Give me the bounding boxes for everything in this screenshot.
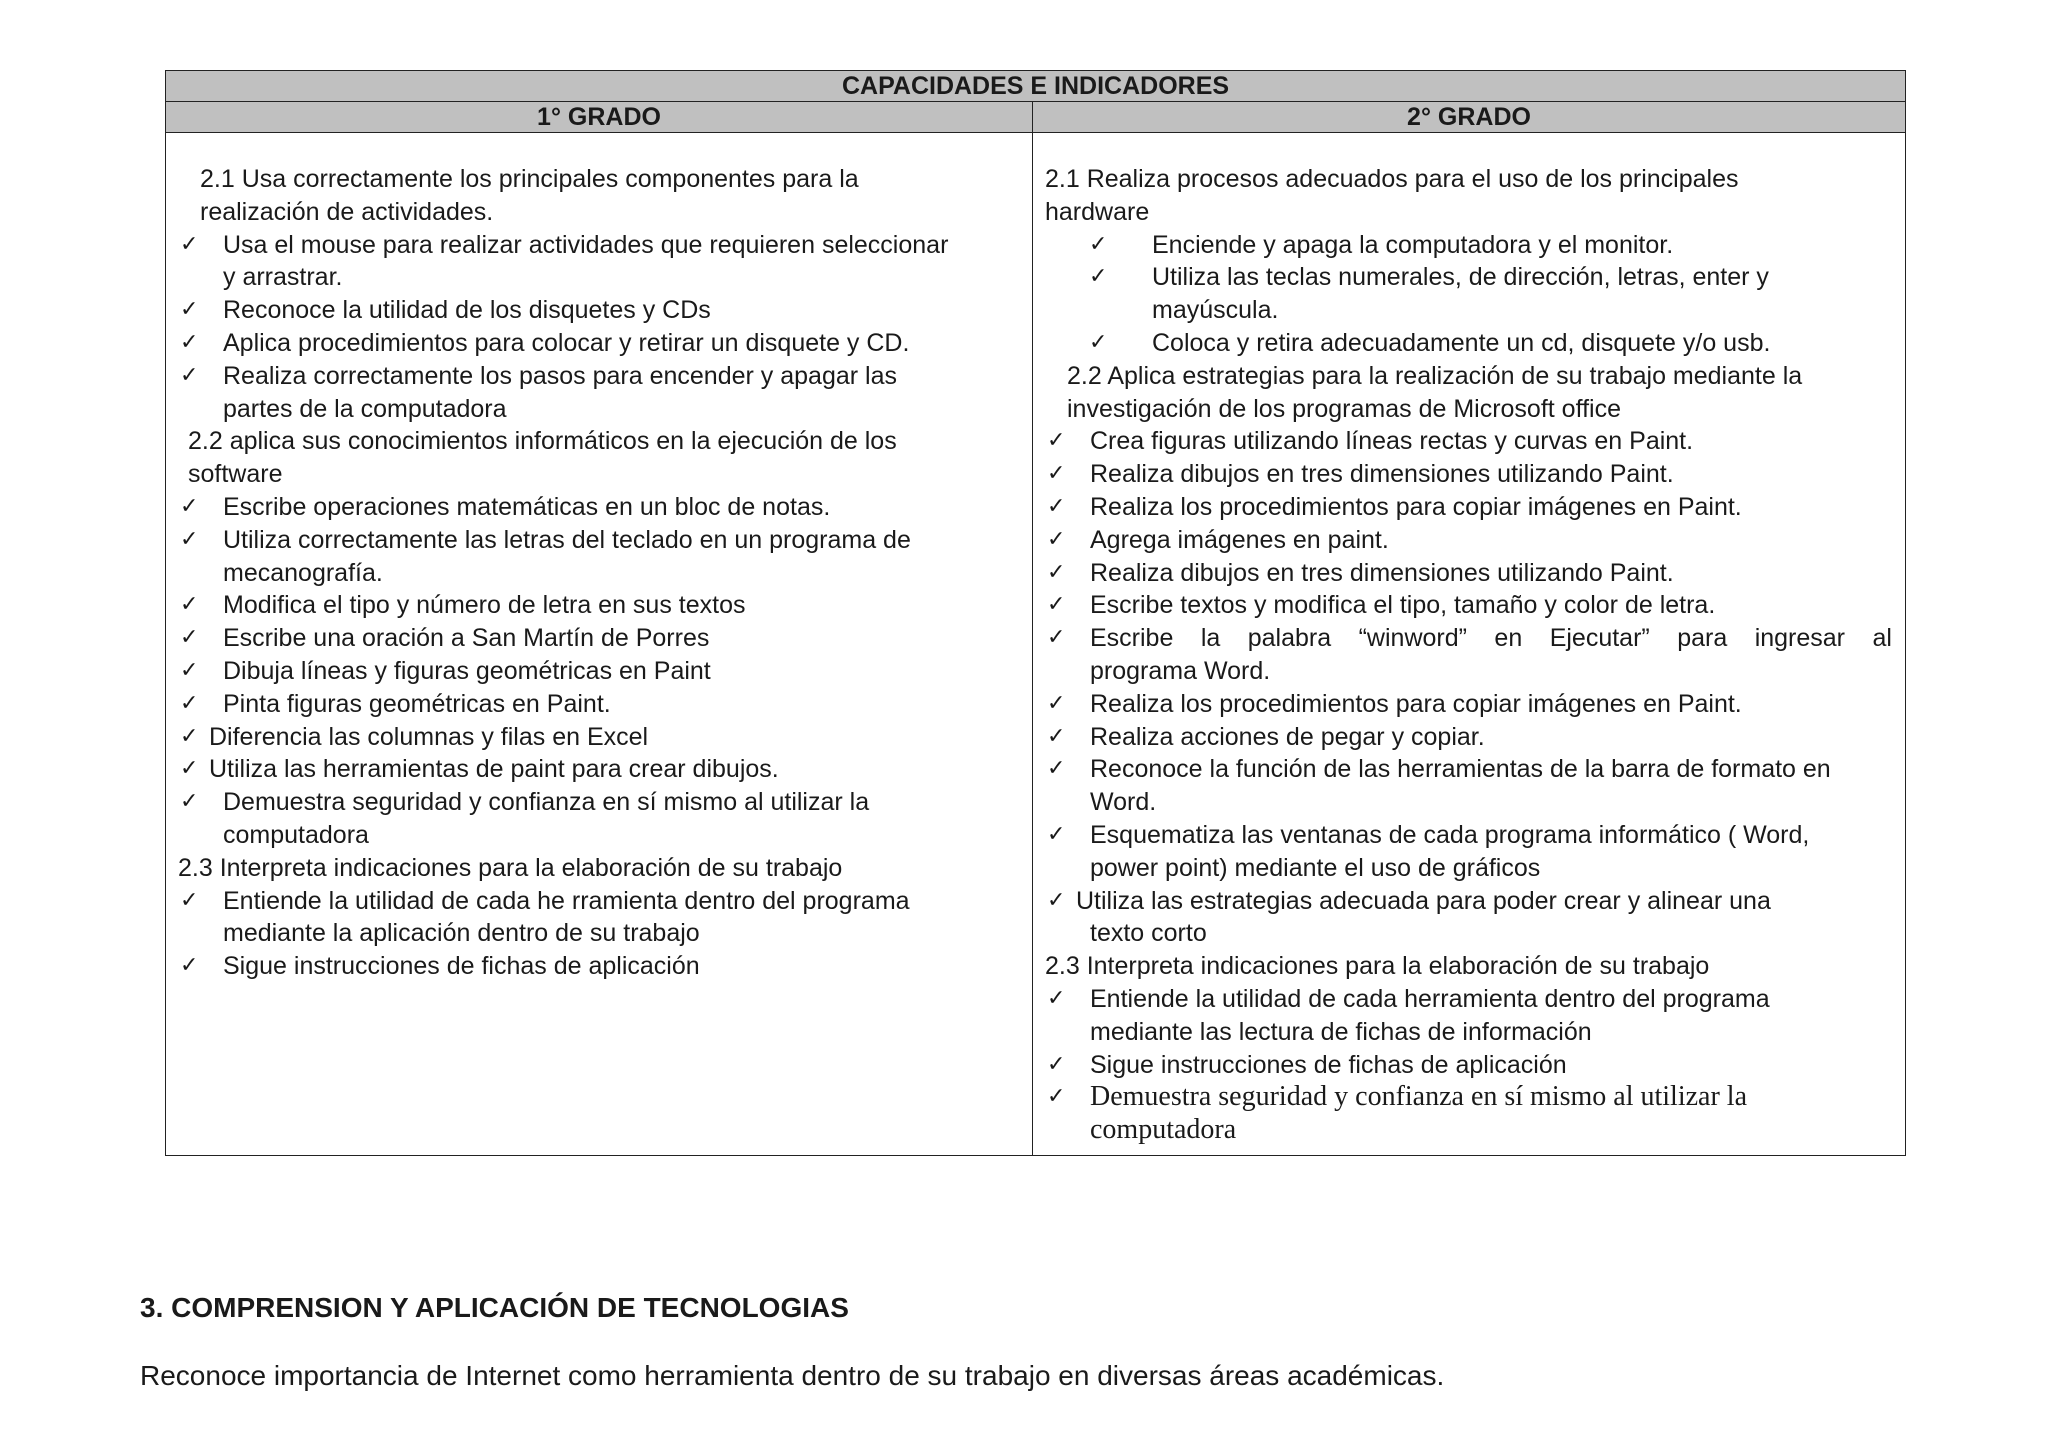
- check-icon: ✓: [1047, 690, 1066, 716]
- check-icon: ✓: [180, 297, 199, 323]
- section-2-2-heading-cont: investigación de los programas de Microsoft office: [1067, 394, 1621, 423]
- list-item: ✓ Agrega imágenes en paint.: [1033, 524, 1905, 557]
- section-3-heading: 3. COMPRENSION Y APLICACIÓN DE TECNOLOGIAS: [140, 1292, 849, 1323]
- check-icon: ✓: [180, 362, 199, 388]
- list-item-cont: mecanografía.: [223, 558, 383, 587]
- check-icon: ✓: [1047, 723, 1066, 749]
- check-icon: ✓: [1047, 592, 1066, 618]
- list-item-cont: partes de la computadora: [223, 394, 507, 423]
- list-item-cont: mayúscula.: [1152, 296, 1279, 325]
- list-item: ✓ Entiende la utilidad de cada herramienta dentro del programa: [1033, 983, 1905, 1016]
- list-item: ✓ Realiza los procedimientos para copiar imágenes en Paint.: [1033, 688, 1905, 721]
- check-icon: ✓: [1047, 887, 1066, 913]
- section-2-1-heading-cont: realización de actividades.: [200, 197, 494, 226]
- list-item-cont: programa Word.: [1090, 656, 1271, 685]
- check-icon: ✓: [1047, 756, 1066, 782]
- list-item-cont: computadora: [1090, 1114, 1237, 1146]
- check-icon: ✓: [1047, 526, 1066, 552]
- section-2-2-heading-cont: software: [188, 460, 283, 489]
- section-2-3-heading: 2.3 Interpreta indicaciones para la elaboración de su trabajo: [178, 853, 843, 882]
- check-icon: ✓: [1047, 1084, 1066, 1110]
- list-item: ✓ Demuestra seguridad y confianza en sí mismo al utilizar la: [166, 786, 1032, 819]
- list-item: ✓ Reconoce la función de las herramientas de la barra de formato en: [1033, 753, 1905, 786]
- section-3-text: Reconoce importancia de Internet como herramienta dentro de su trabajo en diversas áreas académicas.: [140, 1360, 1445, 1391]
- check-icon: ✓: [180, 329, 199, 355]
- check-icon: ✓: [1089, 264, 1108, 290]
- check-icon: ✓: [180, 756, 199, 782]
- check-icon: ✓: [180, 592, 199, 618]
- check-icon: ✓: [1047, 559, 1066, 585]
- list-item: ✓ Utiliza las estrategias adecuada para poder crear y alinear una: [1033, 885, 1905, 918]
- check-icon: ✓: [180, 887, 199, 913]
- list-item: ✓ Utiliza correctamente las letras del teclado en un programa de: [166, 524, 1032, 557]
- list-item-cont: power point) mediante el uso de gráficos: [1090, 853, 1541, 882]
- list-item-cont: texto corto: [1090, 919, 1207, 948]
- list-item: ✓ Escribe una oración a San Martín de Porres: [166, 622, 1032, 655]
- check-icon: ✓: [1089, 231, 1108, 257]
- check-icon: ✓: [1047, 625, 1066, 651]
- grade-1-indicators-cell: [166, 133, 1033, 1156]
- list-item: ✓ Escribe operaciones matemáticas en un bloc de notas.: [166, 491, 1032, 524]
- list-item-cont: Word.: [1090, 788, 1157, 817]
- check-icon: ✓: [1047, 1051, 1066, 1077]
- section-2-1-heading: 2.1 Realiza procesos adecuados para el uso de los principales: [1045, 165, 1739, 193]
- list-item: ✓ Aplica procedimientos para colocar y retirar un disquete y CD.: [166, 327, 1032, 360]
- check-icon: ✓: [1089, 329, 1108, 355]
- list-item: ✓ Pinta figuras geométricas en Paint.: [166, 688, 1032, 721]
- list-item: ✓ Sigue instrucciones de fichas de aplicación: [1033, 1049, 1905, 1082]
- list-item: [1033, 622, 1905, 655]
- section-2-2-heading: 2.2 aplica sus conocimientos informáticos en la ejecución de los: [188, 427, 897, 456]
- list-item: ✓ Realiza correctamente los pasos para encender y apagar las: [166, 360, 1032, 393]
- list-item: ✓ Reconoce la utilidad de los disquetes y CDs: [166, 294, 1032, 327]
- list-item: ✓ Esquematiza las ventanas de cada programa informático ( Word,: [1033, 819, 1905, 852]
- list-item-cont: mediante las lectura de fichas de información: [1090, 1017, 1592, 1046]
- list-item: ✓ Usa el mouse para realizar actividades que requieren seleccionar: [166, 229, 1032, 262]
- check-icon: ✓: [180, 690, 199, 716]
- list-item: ✓ Utiliza las herramientas de paint para crear dibujos.: [166, 753, 1032, 786]
- list-item: ✓ Realiza dibujos en tres dimensiones utilizando Paint.: [1033, 557, 1905, 590]
- list-item: ✓ Modifica el tipo y número de letra en sus textos: [166, 589, 1032, 622]
- list-item: ✓ Enciende y apaga la computadora y el monitor.: [1033, 229, 1905, 262]
- check-icon: ✓: [180, 231, 199, 257]
- section-2-1-heading: 2.1 Usa correctamente los principales componentes para la: [200, 165, 859, 193]
- check-icon: ✓: [1047, 461, 1066, 487]
- check-icon: ✓: [1047, 821, 1066, 847]
- check-icon: ✓: [1047, 428, 1066, 454]
- check-icon: ✓: [1047, 985, 1066, 1011]
- section-2-1-heading-cont: hardware: [1045, 197, 1150, 226]
- check-icon: ✓: [180, 953, 199, 979]
- check-icon: ✓: [180, 526, 199, 552]
- list-item: ✓ Sigue instrucciones de fichas de aplicación: [166, 950, 1032, 983]
- list-item-cont: y arrastrar.: [223, 263, 343, 292]
- list-item: ✓ Dibuja líneas y figuras geométricas en Paint: [166, 655, 1032, 688]
- list-item: ✓ Realiza dibujos en tres dimensiones utilizando Paint.: [1033, 458, 1905, 491]
- section-2-3-heading: 2.3 Interpreta indicaciones para la elaboración de su trabajo: [1045, 952, 1710, 981]
- table-title: CAPACIDADES E INDICADORES: [166, 71, 1906, 102]
- check-icon: ✓: [180, 723, 199, 749]
- list-item: ✓ Diferencia las columnas y filas en Excel: [166, 721, 1032, 754]
- list-item: ✓ Utiliza las teclas numerales, de dirección, letras, enter y: [1033, 261, 1905, 294]
- list-item: ✓ Crea figuras utilizando líneas rectas y curvas en Paint.: [1033, 425, 1905, 458]
- list-item-cont: computadora: [223, 820, 369, 849]
- list-item: ✓ Entiende la utilidad de cada he rramienta dentro del programa: [166, 885, 1032, 918]
- list-item: ✓ Realiza los procedimientos para copiar imágenes en Paint.: [1033, 491, 1905, 524]
- check-icon: ✓: [180, 625, 199, 651]
- section-2-2-heading: 2.2 Aplica estrategias para la realización de su trabajo mediante la: [1067, 361, 1803, 390]
- check-icon: ✓: [180, 657, 199, 683]
- column-header-grade-1: 1° GRADO: [166, 102, 1033, 133]
- column-header-grade-2: 2° GRADO: [1033, 102, 1906, 133]
- check-icon: ✓: [180, 493, 199, 519]
- list-item: ✓ Coloca y retira adecuadamente un cd, disquete y/o usb.: [1033, 327, 1905, 360]
- list-item: ✓ Realiza acciones de pegar y copiar.: [1033, 721, 1905, 754]
- list-item: ✓ Demuestra seguridad y confianza en sí mismo al utilizar la: [1047, 1081, 1748, 1113]
- justified-line: Escribe la palabra “winword” en Ejecutar” para ingresar al: [1090, 624, 1892, 653]
- check-icon: ✓: [1047, 493, 1066, 519]
- grade-2-indicators-cell: [1033, 133, 1906, 1156]
- capacities-table: [165, 70, 1906, 1156]
- check-icon: ✓: [180, 789, 199, 815]
- list-item: ✓ Escribe textos y modifica el tipo, tamaño y color de letra.: [1033, 589, 1905, 622]
- list-item-cont: mediante la aplicación dentro de su trabajo: [223, 919, 700, 948]
